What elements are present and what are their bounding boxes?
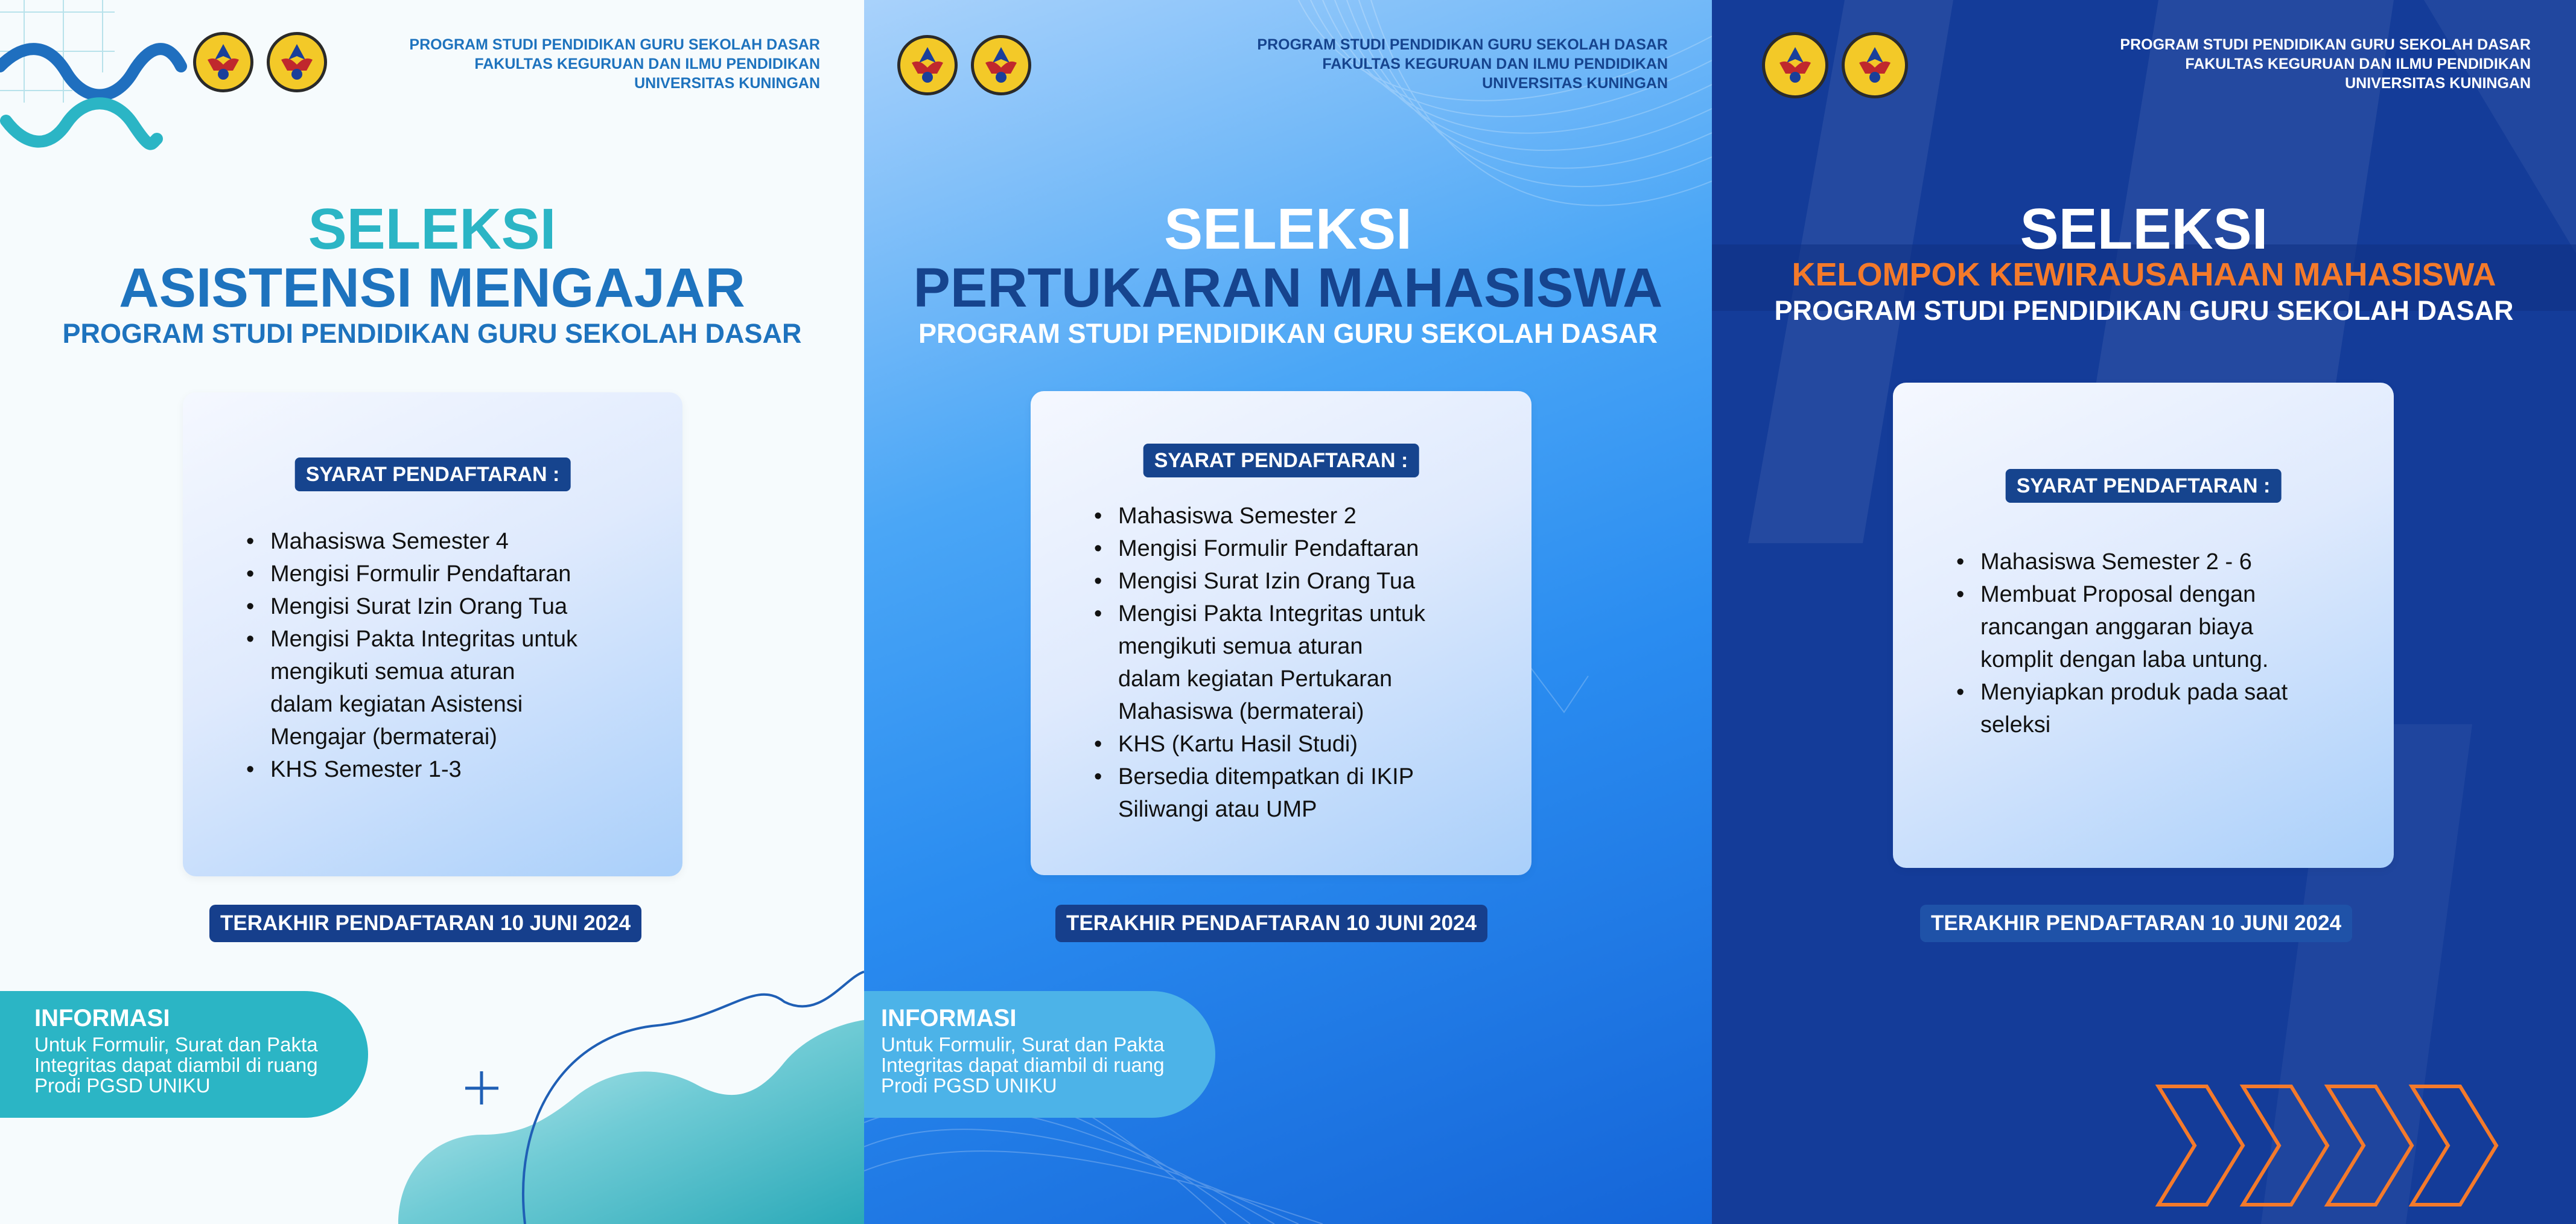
header-line: UNIVERSITAS KUNINGAN	[1482, 75, 1668, 92]
poster-asistensi-mengajar	[0, 0, 864, 1224]
title-prodi: PROGRAM STUDI PENDIDIKAN GURU SEKOLAH DASAR	[1774, 295, 2514, 326]
title-block	[0, 196, 864, 351]
requirement-item: • Bersedia ditempatkan di IKIP Siliwangi atau UMP	[1094, 760, 1425, 826]
university-emblem-icon	[1762, 32, 1828, 98]
requirement-item: • Mahasiswa Semester 4	[246, 525, 577, 558]
header-line: UNIVERSITAS KUNINGAN	[634, 75, 820, 92]
title-block	[864, 196, 1712, 351]
requirements-card	[183, 392, 682, 876]
university-emblem-icon	[193, 32, 253, 92]
title-block	[1712, 196, 2576, 328]
title-program: KELOMPOK KEWIRAUSAHAAN MAHASISWA	[1792, 257, 2496, 293]
title-prodi: PROGRAM STUDI PENDIDIKAN GURU SEKOLAH DASAR	[918, 318, 1658, 349]
logo-group	[1762, 32, 1908, 98]
faculty-emblem-icon	[1842, 32, 1908, 98]
requirement-item: • KHS (Kartu Hasil Studi)	[1094, 728, 1425, 760]
header-line: UNIVERSITAS KUNINGAN	[2345, 75, 2531, 92]
title-seleksi: SELEKSI	[2020, 197, 2268, 261]
info-line: Integritas dapat diambil di ruang	[34, 1054, 318, 1076]
requirement-item: • Mengisi Formulir Pendaftaran	[1094, 532, 1425, 565]
info-line: Integritas dapat diambil di ruang	[881, 1054, 1165, 1076]
header-line: FAKULTAS KEGURUAN DAN ILMU PENDIDIKAN	[2185, 56, 2531, 72]
header-line: FAKULTAS KEGURUAN DAN ILMU PENDIDIKAN	[1322, 56, 1668, 72]
requirement-item: • Mahasiswa Semester 2	[1094, 500, 1425, 532]
info-body	[881, 1034, 1165, 1096]
institution-header	[409, 35, 820, 93]
info-heading: INFORMASI	[881, 1005, 1017, 1031]
info-line: Untuk Formulir, Surat dan Pakta	[34, 1033, 318, 1056]
requirement-item: • Mahasiswa Semester 2 - 6	[1956, 546, 2288, 578]
requirement-item: • Mengisi Pakta Integritas untuk mengikuti semua aturan dalam kegiatan Asistensi Mengajar (bermaterai)	[246, 623, 577, 753]
info-box	[864, 991, 1215, 1118]
info-line: Prodi PGSD UNIKU	[881, 1074, 1057, 1097]
header-line: PROGRAM STUDI PENDIDIKAN GURU SEKOLAH DASAR	[409, 36, 820, 53]
info-box	[0, 991, 368, 1118]
poster-kelompok-kewirausahaan	[1712, 0, 2576, 1224]
logo-group	[897, 35, 1031, 95]
requirements-label: SYARAT PENDAFTARAN :	[2006, 469, 2282, 503]
title-seleksi: SELEKSI	[308, 197, 556, 261]
requirements-card	[1031, 391, 1531, 875]
title-program: ASISTENSI MENGAJAR	[119, 257, 745, 319]
requirement-item: • Membuat Proposal dengan rancangan anggaran biaya komplit dengan laba untung.	[1956, 578, 2288, 676]
requirement-item: • Mengisi Surat Izin Orang Tua	[246, 590, 577, 623]
header-line: PROGRAM STUDI PENDIDIKAN GURU SEKOLAH DASAR	[2120, 36, 2531, 53]
requirement-item: • Menyiapkan produk pada saat seleksi	[1956, 676, 2288, 741]
university-emblem-icon	[897, 35, 958, 95]
requirements-card	[1893, 383, 2394, 868]
registration-deadline: TERAKHIR PENDAFTARAN 10 JUNI 2024	[1055, 905, 1487, 942]
requirement-item: • Mengisi Pakta Integritas untuk mengikuti semua aturan dalam kegiatan Pertukaran Mahasiswa (bermaterai)	[1094, 598, 1425, 728]
poster-pertukaran-mahasiswa	[864, 0, 1712, 1224]
institution-header	[2120, 35, 2531, 93]
registration-deadline: TERAKHIR PENDAFTARAN 10 JUNI 2024	[209, 905, 641, 942]
header-line: PROGRAM STUDI PENDIDIKAN GURU SEKOLAH DASAR	[1257, 36, 1668, 53]
registration-deadline: TERAKHIR PENDAFTARAN 10 JUNI 2024	[1920, 905, 2352, 942]
institution-header	[1257, 35, 1668, 93]
requirements-list	[1956, 546, 2288, 741]
requirement-item: • KHS Semester 1-3	[246, 753, 577, 786]
requirements-label: SYARAT PENDAFTARAN :	[1143, 444, 1419, 477]
requirements-list	[1094, 500, 1425, 826]
info-body	[34, 1034, 318, 1096]
requirements-label: SYARAT PENDAFTARAN :	[295, 457, 571, 491]
info-heading: INFORMASI	[34, 1005, 170, 1031]
requirement-item: • Mengisi Formulir Pendaftaran	[246, 558, 577, 590]
info-line: Prodi PGSD UNIKU	[34, 1074, 211, 1097]
header-line: FAKULTAS KEGURUAN DAN ILMU PENDIDIKAN	[474, 56, 820, 72]
title-seleksi: SELEKSI	[1164, 197, 1412, 261]
requirement-item: • Mengisi Surat Izin Orang Tua	[1094, 565, 1425, 598]
faculty-emblem-icon	[971, 35, 1031, 95]
logo-group	[193, 32, 327, 92]
requirements-list	[246, 525, 577, 786]
title-prodi: PROGRAM STUDI PENDIDIKAN GURU SEKOLAH DASAR	[62, 318, 802, 349]
faculty-emblem-icon	[267, 32, 327, 92]
info-line: Untuk Formulir, Surat dan Pakta	[881, 1033, 1165, 1056]
title-program: PERTUKARAN MAHASISWA	[913, 257, 1663, 319]
